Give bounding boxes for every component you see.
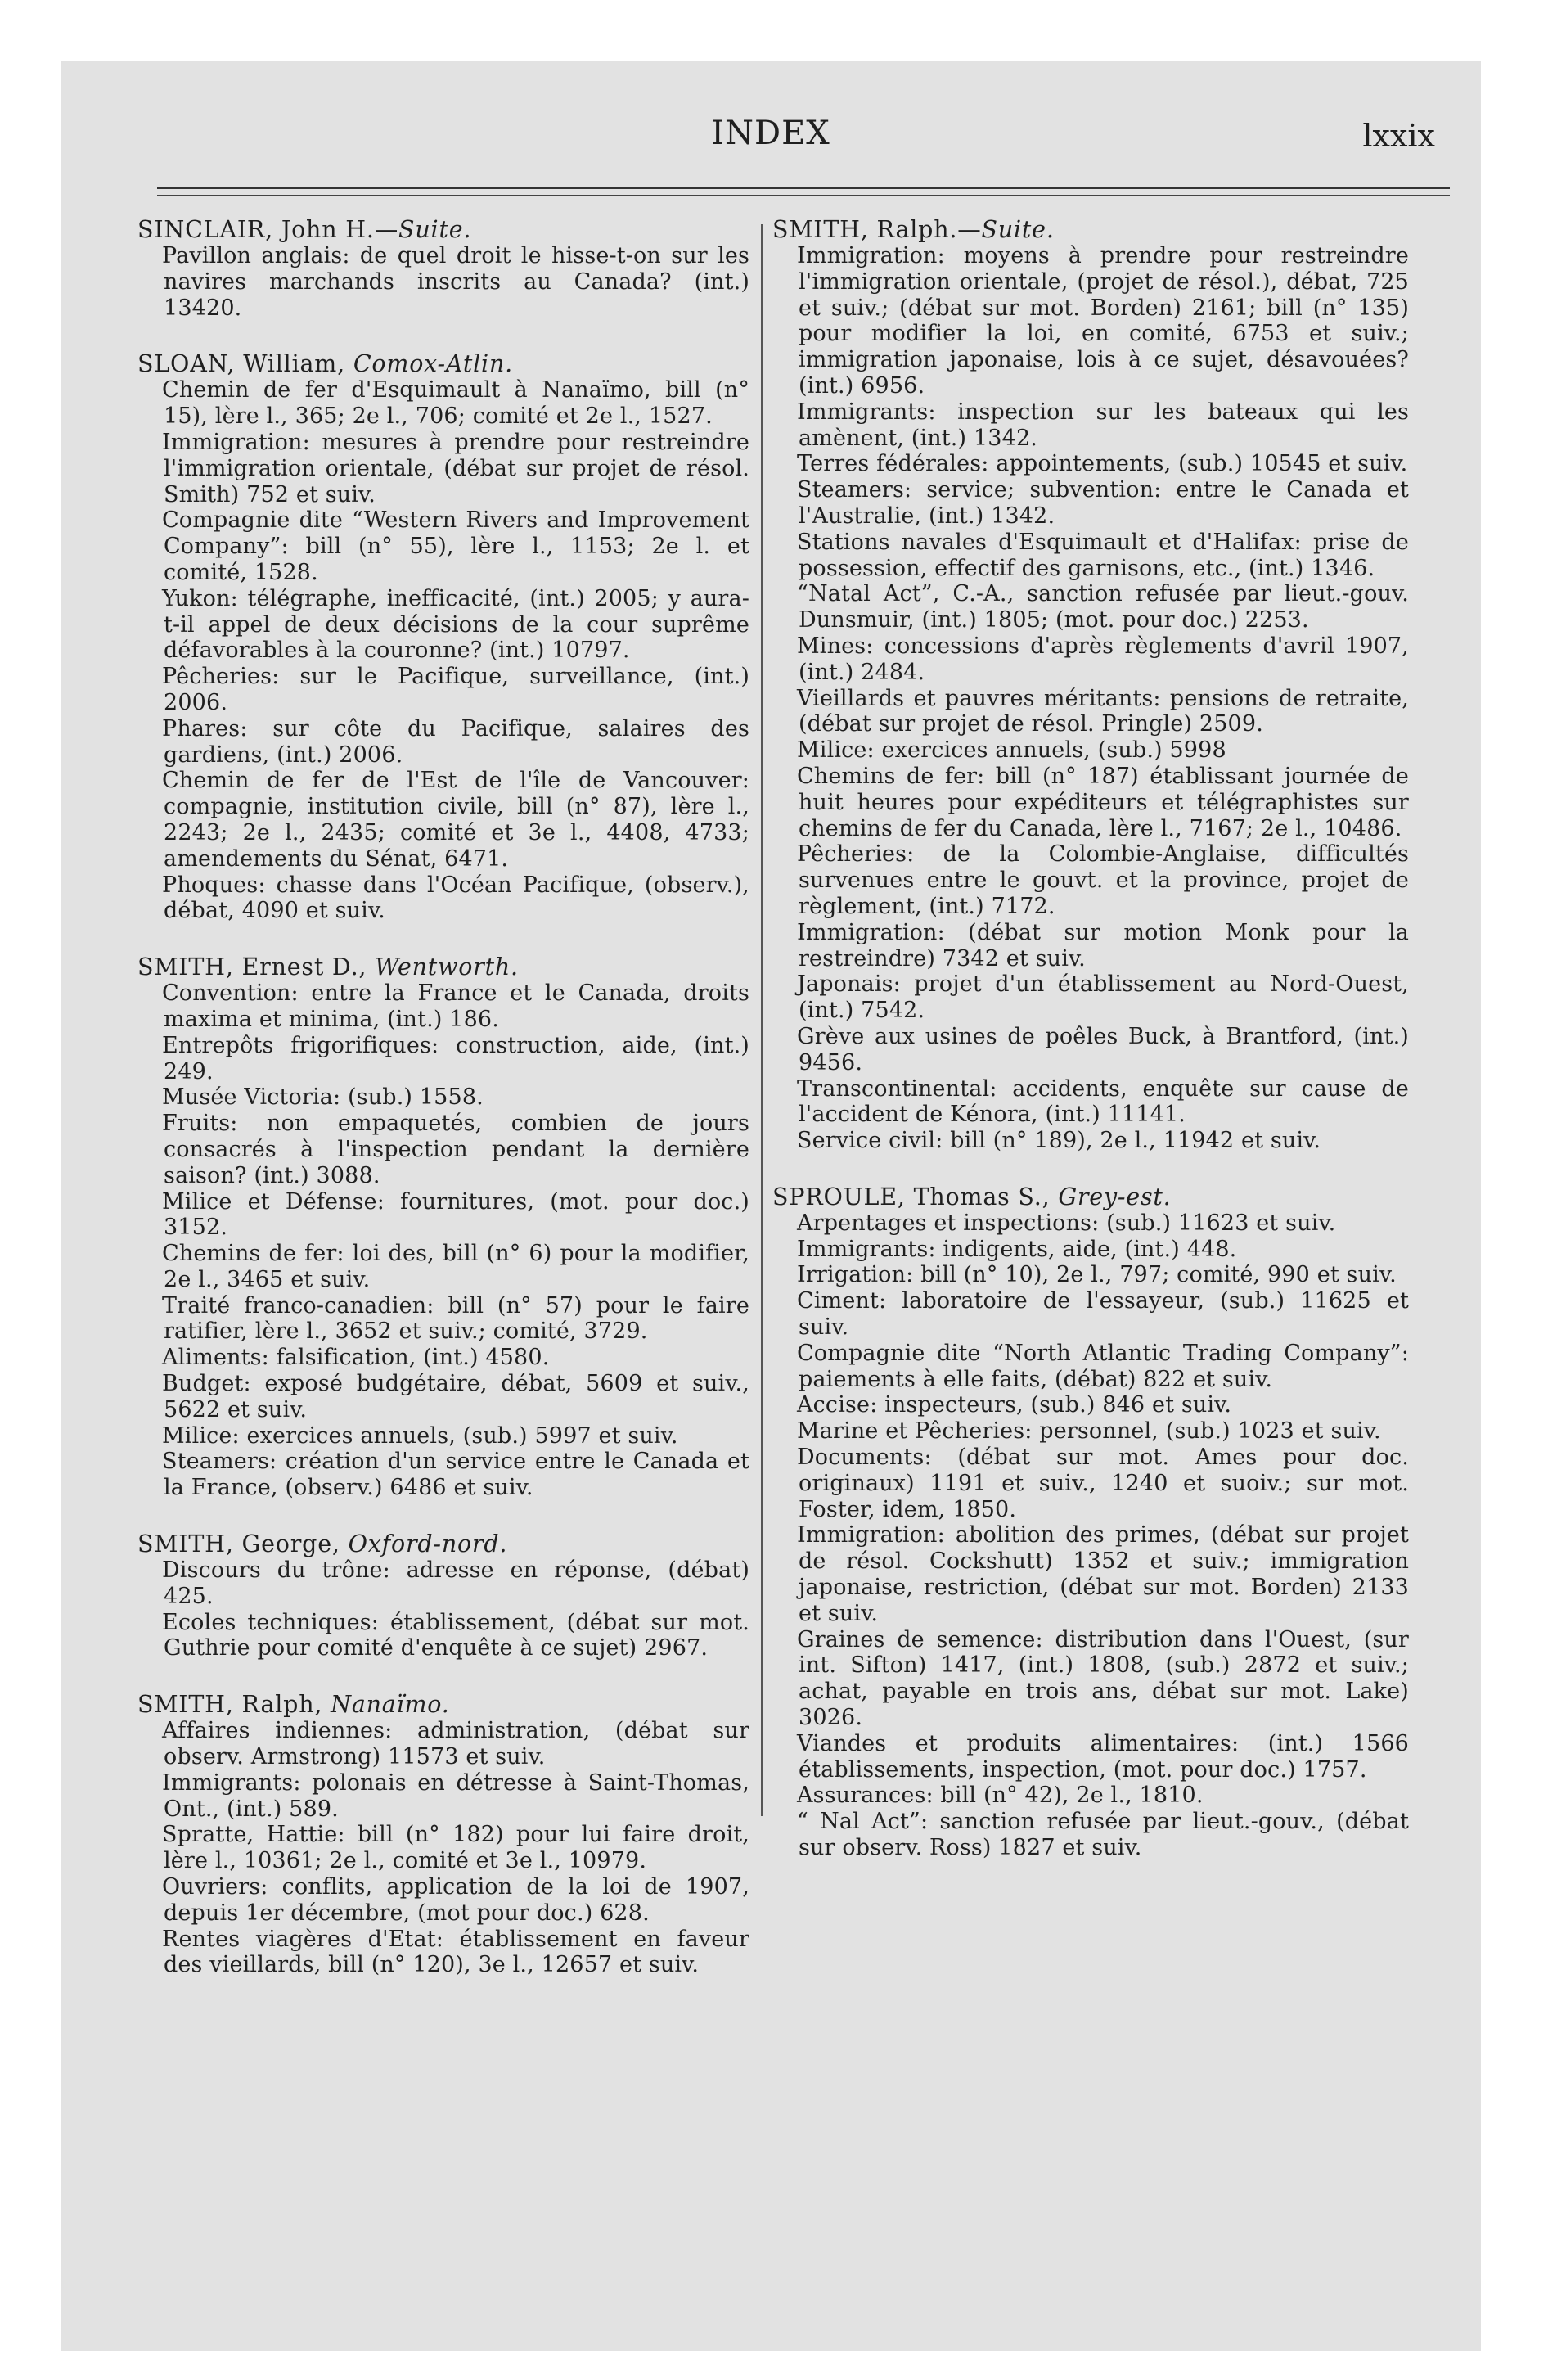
riding-name: Grey-est. <box>1058 1183 1172 1210</box>
subject-line: Japonais: projet d'un établissement au Nord-Ouest, (int.) 7542. <box>797 971 1409 1024</box>
index-entry <box>137 1691 749 1978</box>
index-entry <box>137 216 749 321</box>
member-name: SMITH, Ralph, <box>137 1691 331 1719</box>
subject-line: Irrigation: bill (n° 10), 2e l., 797; comité, 990 et suiv. <box>797 1262 1397 1288</box>
riding-name: Oxford-nord. <box>348 1530 508 1558</box>
subject-line: Service civil: bill (n° 189), 2e l., 11942 et suiv. <box>797 1128 1321 1154</box>
riding-name: Nanaïmo. <box>331 1691 450 1719</box>
index-entry <box>137 350 749 924</box>
entry-heading <box>137 953 749 980</box>
subject-line: Immigration: moyens à prendre pour restreindre l'immigration orientale, (projet de résol.), débat, 725 et suiv.; (débat sur mot. Borden) 2161; bill (n° 135) pour modifier la loi, en comité, 6753 et suiv.; immigration japonaise, lois à ce sujet, désavouées? (int.) 6956. <box>797 243 1409 399</box>
subject-line: Ecoles techniques: établissement, (débat sur mot. Guthrie pour comité d'enquête à ce sujet) 2967. <box>162 1609 749 1661</box>
subject-line: Entrepôts frigorifiques: construction, aide, (int.) 249. <box>162 1032 749 1084</box>
subject-line: Immigrants: polonais en détresse à Saint-Thomas, Ont., (int.) 589. <box>162 1769 749 1822</box>
subject-line: “Natal Act”, C.-A., sanction refusée par lieut.-gouv. Dunsmuir, (int.) 1805; (mot. pour doc.) 2253. <box>797 581 1409 633</box>
subject-line: Milice et Défense: fournitures, (mot. pour doc.) 3152. <box>162 1188 749 1241</box>
member-name: SMITH, George, <box>137 1530 349 1558</box>
subject-line: Compagnie dite “Western Rivers and Improvement Company”: bill (n° 55), lère l., 1153; 2e l. et comité, 1528. <box>162 507 749 585</box>
right-column <box>772 216 1409 1891</box>
riding-name: Suite. <box>981 216 1055 243</box>
riding-name: Comox-Atlin. <box>353 350 513 378</box>
entry-heading <box>772 216 1409 243</box>
riding-name: Suite. <box>398 216 472 243</box>
index-entry <box>772 216 1409 1154</box>
entry-heading <box>137 1530 749 1557</box>
index-entry <box>137 1530 749 1661</box>
subject-line: Discours du trône: adresse en réponse, (débat) 425. <box>162 1557 749 1609</box>
subject-line: Graines de semence: distribution dans l'Ouest, (sur int. Sifton) 1417, (int.) 1808, (sub.) 2872 et suiv.; achat, payable en trois ans, débat sur mot. Lake) 3026. <box>797 1626 1409 1731</box>
subject-line: Phoques: chasse dans l'Océan Pacifique, (observ.), débat, 4090 et suiv. <box>162 872 749 924</box>
subject-line: Marine et Pêcheries: personnel, (sub.) 1023 et suiv. <box>797 1418 1381 1445</box>
subject-line: Vieillards et pauvres méritants: pensions de retraite, (débat sur projet de résol. Pringle) 2509. <box>797 685 1409 737</box>
subject-line: Grève aux usines de poêles Buck, à Brantford, (int.) 9456. <box>797 1023 1409 1075</box>
subject-line: Affaires indiennes: administration, (débat sur observ. Armstrong) 11573 et suiv. <box>162 1718 749 1770</box>
subject-line: Chemins de fer: loi des, bill (n° 6) pour la modifier, 2e l., 3465 et suiv. <box>162 1241 749 1292</box>
subject-line: Terres fédérales: appointements, (sub.) 10545 et suiv. <box>797 451 1408 477</box>
subject-line: Documents: (débat sur mot. Ames pour doc. originaux) 1191 et suiv., 1240 et suoiv.; sur mot. Foster, idem, 1850. <box>797 1445 1409 1522</box>
index-entry <box>137 953 749 1501</box>
subject-line: Compagnie dite “North Atlantic Trading Company”: paiements à elle faits, (débat) 822 et suiv. <box>797 1340 1409 1392</box>
entry-heading <box>772 1183 1409 1210</box>
page-number: lxxix <box>1362 118 1435 154</box>
member-name: SINCLAIR, John H.— <box>137 216 399 243</box>
subject-line: Phares: sur côte du Pacifique, salaires des gardiens, (int.) 2006. <box>162 715 749 768</box>
subject-line: Convention: entre la France et le Canada, droits maxima et minima, (int.) 186. <box>162 980 749 1032</box>
subject-line: Transcontinental: accidents, enquête sur cause de l'accident de Kénora, (int.) 11141. <box>797 1075 1409 1128</box>
member-name: SMITH, Ernest D., <box>137 953 376 981</box>
subject-line: Immigration: abolition des primes, (débat sur projet de résol. Cockshutt) 1352 et suiv.; immigration japonaise, restriction, (débat sur mot. Borden) 2133 et suiv. <box>797 1522 1409 1626</box>
subject-line: Immigration: (débat sur motion Monk pour la restreindre) 7342 et suiv. <box>797 919 1409 971</box>
subject-line: Chemins de fer: bill (n° 187) établissant journée de huit heures pour expéditeurs et télégraphistes sur chemins de fer du Canada, lère l., 7167; 2e l., 10486. <box>797 763 1409 841</box>
header-rule-thick <box>157 187 1450 189</box>
column-divider <box>761 224 763 1816</box>
subject-line: Viandes et produits alimentaires: (int.) 1566 établissements, inspection, (mot. pour doc.) 1757. <box>797 1730 1409 1783</box>
subject-line: Immigrants: indigents, aide, (int.) 448. <box>797 1236 1237 1262</box>
subject-line: Mines: concessions d'après règlements d'avril 1907, (int.) 2484. <box>797 633 1409 685</box>
subject-line: Aliments: falsification, (int.) 4580. <box>162 1345 550 1371</box>
entry-heading <box>137 1691 749 1718</box>
subject-line: “ Nal Act”: sanction refusée par lieut.-gouv., (débat sur observ. Ross) 1827 et suiv. <box>797 1809 1409 1861</box>
member-name: SMITH, Ralph.— <box>772 216 982 243</box>
scanned-page <box>61 61 1481 2351</box>
subject-line: Arpentages et inspections: (sub.) 11623 et suiv. <box>797 1210 1336 1236</box>
subject-line: Ciment: laboratoire de l'essayeur, (sub.) 11625 et suiv. <box>797 1288 1409 1341</box>
subject-line: Budget: exposé budgétaire, débat, 5609 et suiv., 5622 et suiv. <box>162 1371 749 1422</box>
entry-heading <box>137 216 749 243</box>
subject-line: Assurances: bill (n° 42), 2e l., 1810. <box>797 1783 1204 1809</box>
subject-line: Traité franco-canadien: bill (n° 57) pour le faire ratifier, lère l., 3652 et suiv.; comité, 3729. <box>162 1292 749 1345</box>
subject-line: Yukon: télégraphe, inefficacité, (int.) 2005; y aura-t-il appel de deux décisions de la cour suprême défavorables à la couronne? (int.) 10797. <box>162 585 749 664</box>
subject-line: Fruits: non empaquetés, combien de jours consacrés à l'inspection pendant la dernière saison? (int.) 3088. <box>162 1111 749 1188</box>
running-head <box>61 115 1481 164</box>
subject-line: Stations navales d'Esquimault et d'Halifax: prise de possession, effectif des garnisons, etc., (int.) 1346. <box>797 529 1409 581</box>
riding-name: Wentworth. <box>375 953 519 981</box>
subject-line: Chemin de fer d'Esquimault à Nanaïmo, bill (n° 15), lère l., 365; 2e l., 706; comité et 2e l., 1527. <box>162 377 749 430</box>
subject-line: Chemin de fer de l'Est de l'île de Vancouver: compagnie, institution civile, bill (n° 87), lère l., 2243; 2e l., 2435; comité et 3e l., 4408, 4733; amendements du Sénat, 6471. <box>162 768 749 872</box>
subject-line: Ouvriers: conflits, application de la loi de 1907, depuis 1er décembre, (mot pour doc.) 628. <box>162 1874 749 1926</box>
page-title: INDEX <box>711 115 830 152</box>
subject-line: Steamers: création d'un service entre le Canada et la France, (observ.) 6486 et suiv. <box>162 1449 749 1501</box>
subject-line: Pavillon anglais: de quel droit le hisse-t-on sur les navires marchands inscrits au Canada? (int.) 13420. <box>162 243 749 321</box>
subject-line: Pêcheries: de la Colombie-Anglaise, difficultés survenues entre le gouvt. et la province, projet de règlement, (int.) 7172. <box>797 841 1409 919</box>
member-name: SLOAN, William, <box>137 350 353 378</box>
subject-line: Milice: exercices annuels, (sub.) 5998 <box>797 737 1226 764</box>
header-rule-thin <box>157 195 1450 196</box>
subject-line: Spratte, Hattie: bill (n° 182) pour lui faire droit, lère l., 10361; 2e l., comité et 3e l., 10979. <box>162 1822 749 1874</box>
subject-line: Pêcheries: sur le Pacifique, surveillance, (int.) 2006. <box>162 664 749 715</box>
subject-line: Milice: exercices annuels, (sub.) 5997 et suiv. <box>162 1422 678 1449</box>
subject-line: Accise: inspecteurs, (sub.) 846 et suiv. <box>797 1392 1232 1418</box>
subject-line: Immigrants: inspection sur les bateaux qui les amènent, (int.) 1342. <box>797 399 1409 451</box>
subject-line: Musée Victoria: (sub.) 1558. <box>162 1084 484 1111</box>
subject-line: Steamers: service; subvention: entre le Canada et l'Australie, (int.) 1342. <box>797 477 1409 529</box>
index-entry <box>772 1183 1409 1861</box>
member-name: SPROULE, Thomas S., <box>772 1183 1059 1210</box>
subject-line: Rentes viagères d'Etat: établissement en faveur des vieillards, bill (n° 120), 3e l., 12657 et suiv. <box>162 1926 749 1978</box>
subject-line: Immigration: mesures à prendre pour restreindre l'immigration orientale, (débat sur projet de résol. Smith) 752 et suiv. <box>162 429 749 507</box>
left-column <box>137 216 749 2008</box>
entry-heading <box>137 350 749 377</box>
